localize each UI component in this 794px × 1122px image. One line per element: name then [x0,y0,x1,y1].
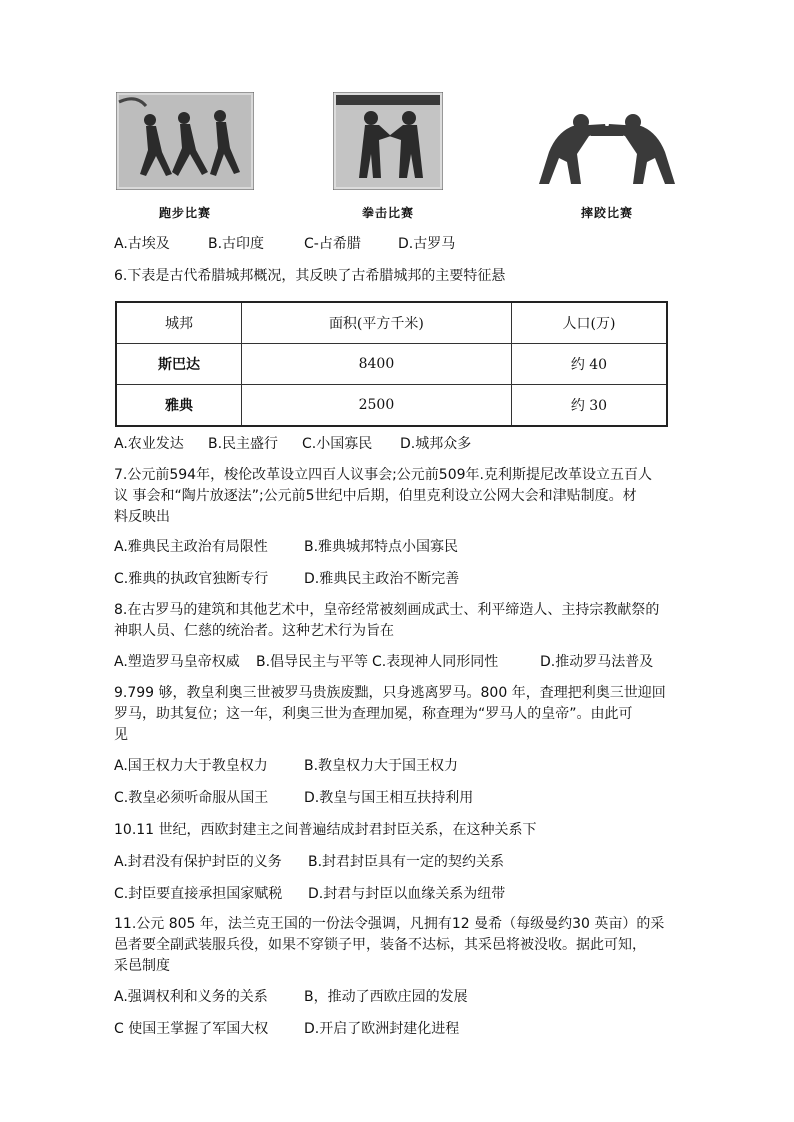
table-cell: 斯巴达 [116,344,241,385]
q7-stem [114,465,689,528]
running-race-image [116,92,254,190]
q8-stem-line: 神职人员、仁慈的统治者。这种艺术行为旨在 [114,623,394,639]
q11-stem-line: 邑者要全副武装服兵役，如果不穿锁子甲，装备不达标，其采邑将被没收。据此可知， [114,937,646,953]
table-row [116,385,667,427]
q11-options-row1 [114,987,468,1007]
table-header-cell: 人口(万) [511,302,667,344]
q6-stem: 6.下表是古代希腊城邦概况，其反映了古希腊城邦的主要特征悬 [114,268,506,284]
q9-stem-line: 见 [114,727,128,743]
figure-caption: 摔跤比赛 [580,206,633,220]
q6-option-a[interactable]: A.农业发达 [114,436,184,452]
q10-option-d[interactable]: D.封君与封臣以血缘关系为纽带 [308,886,506,902]
table-header-row [116,302,667,344]
table-cell: 8400 [241,344,511,385]
city-state-table [115,301,668,427]
q10-option-c[interactable]: C.封臣要直接承担国家赋税 [114,886,283,902]
table-row [116,344,667,385]
q8-option-d[interactable]: D.推动罗马法普及 [540,654,654,670]
q8-stem-line: 8.在古罗马的建筑和其他艺术中，皇帝经常被刻画成武士、利平缔造人、主持宗教献祭的 [114,602,660,618]
q11-option-b[interactable]: B，推动了西欧庄园的发展 [304,989,468,1005]
q7-option-d[interactable]: D.雅典民主政治不断完善 [304,571,460,587]
q5-option-d[interactable]: D.古罗马 [398,236,456,252]
q9-stem [114,683,689,746]
q10-stem: 10.11 世纪，西欧封建主之间普遍结成封君封臣关系，在这种关系下 [114,822,537,838]
q11-stem-line: 采邑制度 [114,958,170,974]
q9-options-row1 [114,756,458,776]
q8-option-c[interactable]: C.表现神人同形同性 [372,654,499,670]
q11-stem-line: 11.公元 805 年，法兰克王国的一份法令强调，凡拥有12 曼希（每级曼约30 英亩）的采 [114,916,665,932]
table-cell: 2500 [241,385,511,427]
figure-row [112,92,692,227]
table-header-cell: 城邦 [116,302,241,344]
figure-wrestling [527,92,687,221]
q5-option-a[interactable]: A.古埃及 [114,236,170,252]
figure-boxing [333,92,443,221]
q6-option-b[interactable]: B.民主盛行 [208,436,279,452]
q11-option-c[interactable]: C 使国王掌握了军国大权 [114,1021,269,1037]
q7-stem-line: 7.公元前594年，梭伦改革设立四百人议事会;公元前509年.克利斯提尼改革设立五百人 [114,467,652,483]
table-cell: 约 30 [511,385,667,427]
figure-running [116,92,254,221]
q8-options [114,652,653,672]
q5-option-c[interactable]: C-占希腊 [304,236,361,252]
q10-option-a[interactable]: A.封君没有保护封臣的义务 [114,854,282,870]
q7-option-c[interactable]: C.雅典的执政官独断专行 [114,571,269,587]
q11-stem [114,914,689,977]
q6-options [114,434,471,454]
q8-option-a[interactable]: A.塑造罗马皇帝权威 [114,654,240,670]
q6-option-d[interactable]: D.城邦众多 [400,436,472,452]
table-cell: 雅典 [116,385,241,427]
q10-option-b[interactable]: B.封君封臣具有一定的契约关系 [308,854,505,870]
q8-stem [114,600,689,642]
q9-stem-line: 9.799 够，教皇利奥三世被罗马贵族废黜，只身逃离罗马。800 年，査理把利奥三世迎回 [114,685,666,701]
q7-options-row1 [114,537,458,557]
figure-caption: 拳击比赛 [361,206,414,220]
table-header-cell: 面积(平方千米) [241,302,511,344]
q9-option-a[interactable]: A.国王权力大于教皇权力 [114,758,268,774]
q9-option-b[interactable]: B.教皇权力大于国王权力 [304,758,459,774]
q7-stem-line: 料反映出 [114,509,170,525]
q9-options-row2 [114,788,473,808]
q7-option-b[interactable]: B.雅典城邦特点小国寡民 [304,539,459,555]
q6-option-c[interactable]: C.小国寡民 [302,436,373,452]
q9-stem-line: 罗马，助其复位；这一年，利奥三世为查理加冕，称查理为“罗马人的皇帝”。由此可 [114,706,633,722]
q11-options-row2 [114,1019,459,1039]
q7-stem-line: 议 事会和“陶片放逐法”;公元前5世纪中后期，伯里克利设立公网大会和津贴制度。材 [114,488,637,504]
q9-option-c[interactable]: C.教皇必须听命服从国王 [114,790,269,806]
table-cell: 约 40 [511,344,667,385]
boxing-match-image [333,92,443,190]
q5-options [114,234,455,254]
figure-caption: 跑步比赛 [158,206,211,220]
q11-option-d[interactable]: D.开启了欧洲封建化进程 [304,1021,460,1037]
q5-option-b[interactable]: B.古印度 [208,236,265,252]
q10-options-row1 [114,852,504,872]
q7-option-a[interactable]: A.雅典民主政治有局限性 [114,539,268,555]
q9-option-d[interactable]: D.教皇与国王相互扶持利用 [304,790,474,806]
wrestling-match-image [527,92,687,190]
q8-option-b[interactable]: B.倡导民主与平等 [256,654,369,670]
q11-option-a[interactable]: A.强调权利和义务的关系 [114,989,268,1005]
q7-options-row2 [114,569,459,589]
q10-options-row2 [114,884,505,904]
